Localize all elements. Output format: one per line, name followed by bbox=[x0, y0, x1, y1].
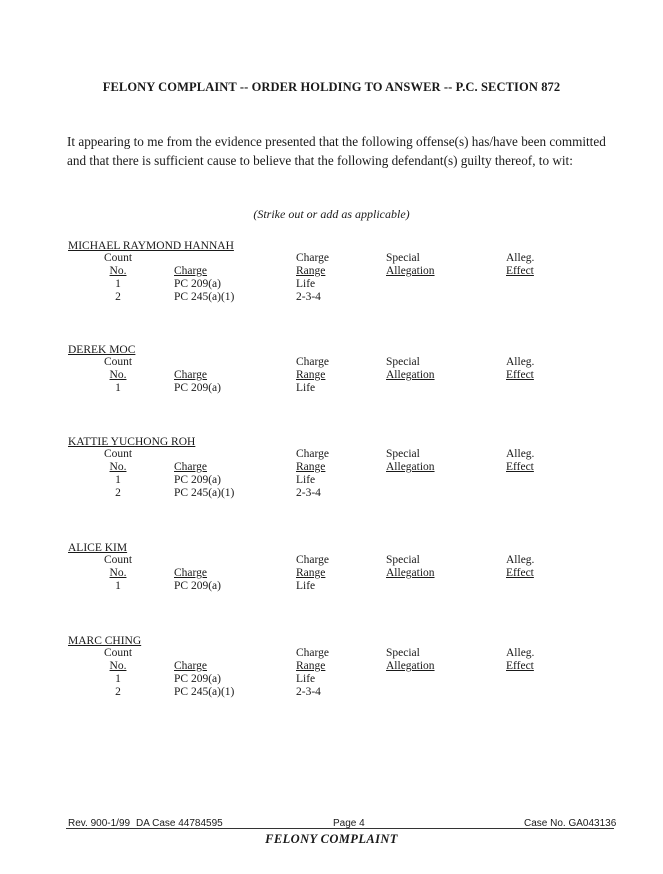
charge-range-header-bottom: Range bbox=[296, 567, 326, 579]
defendant-name: DEREK MOC bbox=[68, 344, 136, 356]
special-allegation-header-bottom: Allegation bbox=[386, 660, 435, 672]
charge-header: Charge bbox=[174, 660, 208, 672]
special-allegation-header-bottom: Allegation bbox=[386, 265, 435, 277]
charge-code: PC 245(a)(1) bbox=[174, 290, 235, 303]
charge-header: Charge bbox=[174, 461, 208, 473]
charge-range-header-top: Charge bbox=[296, 356, 330, 368]
charge-range: 2-3-4 bbox=[296, 685, 321, 698]
defendant-name: MICHAEL RAYMOND HANNAH bbox=[68, 240, 234, 252]
charge-code: PC 245(a)(1) bbox=[174, 685, 235, 698]
count-number: 2 bbox=[115, 685, 121, 698]
count-no-header-bottom: No. bbox=[109, 265, 127, 277]
defendant-block bbox=[68, 635, 608, 725]
charge-range-header-bottom: Range bbox=[296, 265, 326, 277]
special-allegation-header-bottom: Allegation bbox=[386, 567, 435, 579]
special-allegation-header-bottom: Allegation bbox=[386, 461, 435, 473]
footer-page-number: Page 4 bbox=[333, 818, 365, 829]
charge-range: Life bbox=[296, 580, 316, 592]
allegation-effect-header-bottom: Effect bbox=[506, 461, 534, 473]
footer-case-number: Case No. GA043136 bbox=[524, 818, 617, 829]
defendant-name: ALICE KIM bbox=[68, 542, 128, 554]
charge-code: PC 209(a) bbox=[174, 382, 221, 394]
charge-range-header-top: Charge bbox=[296, 647, 330, 659]
charge-range-header-bottom: Range bbox=[296, 461, 326, 473]
allegation-effect-header-top: Alleg. bbox=[506, 647, 535, 659]
charge-header: Charge bbox=[174, 265, 208, 277]
charge-range: Life bbox=[296, 673, 316, 685]
count-no-header-top: Count bbox=[103, 356, 133, 368]
allegation-effect-header-top: Alleg. bbox=[506, 356, 535, 368]
charge-code: PC 209(a) bbox=[174, 474, 221, 486]
defendant-block bbox=[68, 344, 608, 434]
count-no-header-top: Count bbox=[103, 448, 133, 460]
footer-da-case: DA Case 44784595 bbox=[136, 818, 223, 829]
special-allegation-header-top: Special bbox=[386, 554, 420, 566]
allegation-effect-header-top: Alleg. bbox=[506, 252, 535, 264]
defendant-block bbox=[68, 240, 608, 330]
charge-range-header-top: Charge bbox=[296, 252, 330, 264]
count-no-header-top: Count bbox=[103, 252, 133, 264]
charge-code: PC 209(a) bbox=[174, 580, 221, 592]
instruction-note: (Strike out or add as applicable) bbox=[253, 207, 410, 221]
special-allegation-header-top: Special bbox=[386, 647, 420, 659]
count-no-header-bottom: No. bbox=[109, 567, 127, 579]
allegation-effect-header-bottom: Effect bbox=[506, 567, 534, 579]
charge-range: Life bbox=[296, 474, 316, 486]
charge-range-header-bottom: Range bbox=[296, 369, 326, 381]
count-number: 1 bbox=[115, 673, 121, 685]
charge-header: Charge bbox=[174, 369, 208, 381]
allegation-effect-header-bottom: Effect bbox=[506, 660, 534, 672]
count-no-header-top: Count bbox=[103, 554, 133, 566]
charge-range: 2-3-4 bbox=[296, 290, 321, 303]
charge-header: Charge bbox=[174, 567, 208, 579]
count-number: 2 bbox=[115, 290, 121, 303]
count-number: 1 bbox=[115, 278, 121, 290]
allegation-effect-header-bottom: Effect bbox=[506, 369, 534, 381]
charge-range: 2-3-4 bbox=[296, 486, 321, 499]
charge-code: PC 209(a) bbox=[174, 673, 221, 685]
footer-revision: Rev. 900-1/99 bbox=[68, 818, 131, 829]
allegation-effect-header-bottom: Effect bbox=[506, 265, 534, 277]
charge-range: Life bbox=[296, 382, 316, 394]
allegation-effect-header-top: Alleg. bbox=[506, 448, 535, 460]
count-number: 2 bbox=[115, 486, 121, 499]
count-no-header-bottom: No. bbox=[109, 369, 127, 381]
count-number: 1 bbox=[115, 382, 121, 394]
defendant-name: KATTIE YUCHONG ROH bbox=[68, 436, 196, 448]
charge-range-header-top: Charge bbox=[296, 554, 330, 566]
count-no-header-top: Count bbox=[103, 647, 133, 659]
special-allegation-header-top: Special bbox=[386, 356, 420, 368]
allegation-effect-header-top: Alleg. bbox=[506, 554, 535, 566]
charge-range: Life bbox=[296, 278, 316, 290]
charge-range-header-bottom: Range bbox=[296, 660, 326, 672]
count-no-header-bottom: No. bbox=[109, 461, 127, 473]
defendant-block bbox=[68, 542, 608, 632]
special-allegation-header-bottom: Allegation bbox=[386, 369, 435, 381]
charge-code: PC 245(a)(1) bbox=[174, 486, 235, 499]
defendant-block bbox=[68, 436, 608, 526]
count-no-header-bottom: No. bbox=[109, 660, 127, 672]
special-allegation-header-top: Special bbox=[386, 448, 420, 460]
special-allegation-header-top: Special bbox=[386, 252, 420, 264]
defendant-name: MARC CHING bbox=[68, 635, 142, 647]
charge-code: PC 209(a) bbox=[174, 278, 221, 290]
footer-title: FELONY COMPLAINT bbox=[265, 832, 398, 846]
count-number: 1 bbox=[115, 474, 121, 486]
document-title: FELONY COMPLAINT -- ORDER HOLDING TO ANSWER -- P.C. SECTION 872 bbox=[102, 80, 561, 94]
charge-range-header-top: Charge bbox=[296, 448, 330, 460]
count-number: 1 bbox=[115, 580, 121, 592]
intro-paragraph: It appearing to me from the evidence presented that the following offense(s) has/have been committed and that there is sufficient cause to believe that the following defendant(s) guilty thereof, to wit: bbox=[67, 134, 606, 168]
